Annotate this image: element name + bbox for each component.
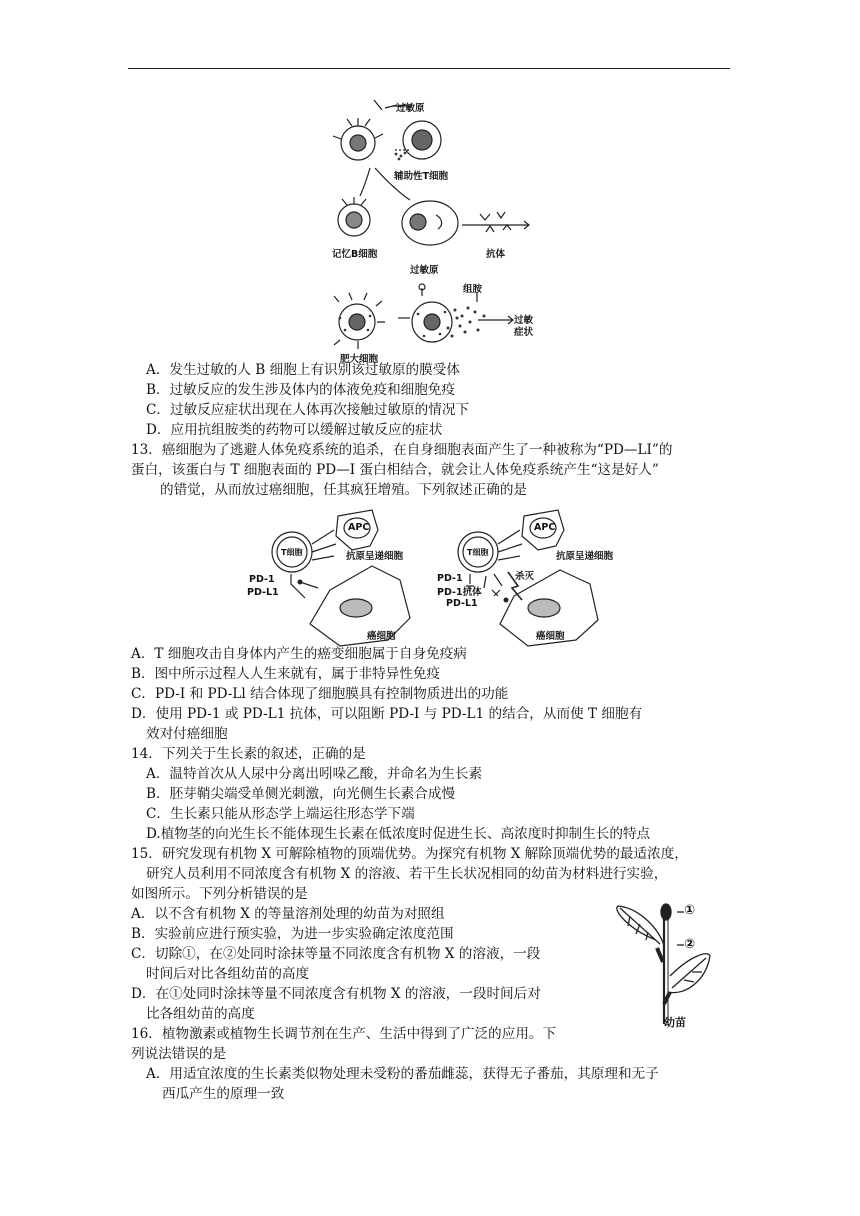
label-memory-b-cell: 记忆B细胞 [332,249,378,260]
label-cancer-left: 癌细胞 [367,631,396,642]
label-apc-left: APC [348,522,370,533]
q14-option-d: D.植物茎的向光生长不能体现生长素在低浓度时促进生长、高浓度时抑制生长的特点 [146,826,651,842]
label-helper-t-cell: 辅助性T细胞 [394,171,448,182]
seedling-label: 幼苗 [664,1016,686,1029]
label-t-cell-right: T细胞 [467,548,489,557]
label-pd1-right: PD-1 [437,573,463,584]
q13-option-c: C．PD-I 和 PD-Ll 结合体现了细胞膜具有控制物质进出的功能 [131,686,509,702]
q16-stem-line-2: 列说法错误的是 [131,1046,227,1062]
seedling-diagram [0,900,860,1030]
label-t-cell-left: T细胞 [281,548,303,557]
q14-stem: 14．下列关于生长素的叙述，正确的是 [131,746,366,762]
q12-option-c: C．过敏反应症状出现在人体再次接触过敏原的情况下 [146,402,470,418]
allergy-diagram [0,0,860,370]
q13-stem-line-2: 蛋白，该蛋白与 T 细胞表面的 PD—I 蛋白相结合，就会让人体免疫系统产生“这是好人” [131,462,659,478]
q16-option-a-line-2: 西瓜产生的原理一致 [162,1086,285,1102]
q15-option-d-line-1: D．在①处同时涂抹等量不同浓度含有机物 X 的溶液，一段时间后对 [131,986,541,1002]
q13-stem-line-1: 13．癌细胞为了逃避人体免疫系统的追杀，在自身细胞表面产生了一种被称为“PD—LI”的 [131,442,673,458]
q13-option-b: B．图中所示过程人人生来就有，属于非特异性免疫 [131,666,441,682]
q15-stem-line-3: 如图所示。下列分析错误的是 [131,886,308,902]
q14-option-b: B．胚芽鞘尖端受单侧光刺激，向光侧生长素合成慢 [146,786,456,802]
label-mast-cell: 肥大细胞 [340,354,379,365]
label-kill: 杀灭 [515,571,535,582]
label-pd1-left: PD-1 [249,574,275,585]
label-pdl1-left: PD-L1 [247,587,279,598]
label-pd1-antibody: PD-1抗体 [437,587,482,598]
q16-option-a-line-1: A．用适宜浓度的生长素类似物处理未受粉的番茄雌蕊，获得无子番茄，其原理和无子 [146,1066,659,1082]
label-pdl1-right: PD-L1 [446,598,478,609]
label-allergen-mid: 过敏原 [410,265,439,276]
q15-option-c-line-2: 时间后对比各组幼苗的高度 [146,966,310,982]
pd1-diagram [0,500,860,660]
seedling-mark-1: ① [684,903,696,918]
q12-option-a: A．发生过敏的人 B 细胞上有识别该过敏原的膜受体 [146,362,460,378]
q15-stem-line-1: 15．研究发现有机物 X 可解除植物的顶端优势。为探究有机物 X 解除顶端优势的最适浓度， [131,846,688,862]
label-antibody: 抗体 [486,249,506,260]
label-cancer-right: 癌细胞 [536,631,565,642]
q15-stem-line-2: 研究人员利用不同浓度含有机物 X 的溶液、若干生长状况相同的幼苗为材料进行实验， [146,866,668,882]
label-histamine: 组胺 [463,284,483,295]
q13-stem-line-3: 的错觉，从而放过癌细胞，任其疯狂增殖。下列叙述正确的是 [160,482,528,498]
q15-option-a: A．以不含有机物 X 的等量溶剂处理的幼苗为对照组 [131,906,445,922]
label-symptom-1: 过敏 [514,315,534,326]
q13-option-d-cont: 效对付癌细胞 [146,726,228,742]
q15-option-b: B．实验前应进行预实验，为进一步实验确定浓度范围 [131,926,454,942]
seedling-mark-2: ② [684,937,696,952]
q16-stem-line-1: 16．植物激素或植物生长调节剂在生产、生活中得到了广泛的应用。下 [131,1026,557,1042]
label-allergen-top: 过敏原 [396,103,425,114]
label-symptom-2: 症状 [514,327,534,338]
label-apc-right: APC [534,522,556,533]
q15-option-d-line-2: 比各组幼苗的高度 [146,1006,255,1022]
q13-option-a: A．T 细胞攻击自身体内产生的癌变细胞属于自身免疫病 [131,646,467,662]
q14-option-c: C．生长素只能从形态学上端运往形态学下端 [146,806,415,822]
q14-option-a: A．温特首次从人尿中分离出吲哚乙酸，并命名为生长素 [146,766,483,782]
q15-option-c-line-1: C．切除①，在②处同时涂抹等量不同浓度含有机物 X 的溶液，一段 [131,946,541,962]
label-apc-cell-right: 抗原呈递细胞 [556,551,614,562]
q12-option-b: B．过敏反应的发生涉及体内的体液免疫和细胞免疫 [146,382,456,398]
q13-option-d: D．使用 PD-1 或 PD-L1 抗体，可以阻断 PD-I 与 PD-L1 的结合，从而使 T 细胞有 [131,706,643,722]
label-apc-cell-left: 抗原呈递细胞 [346,551,404,562]
q12-option-d: D．应用抗组胺类的药物可以缓解过敏反应的症状 [146,422,443,438]
